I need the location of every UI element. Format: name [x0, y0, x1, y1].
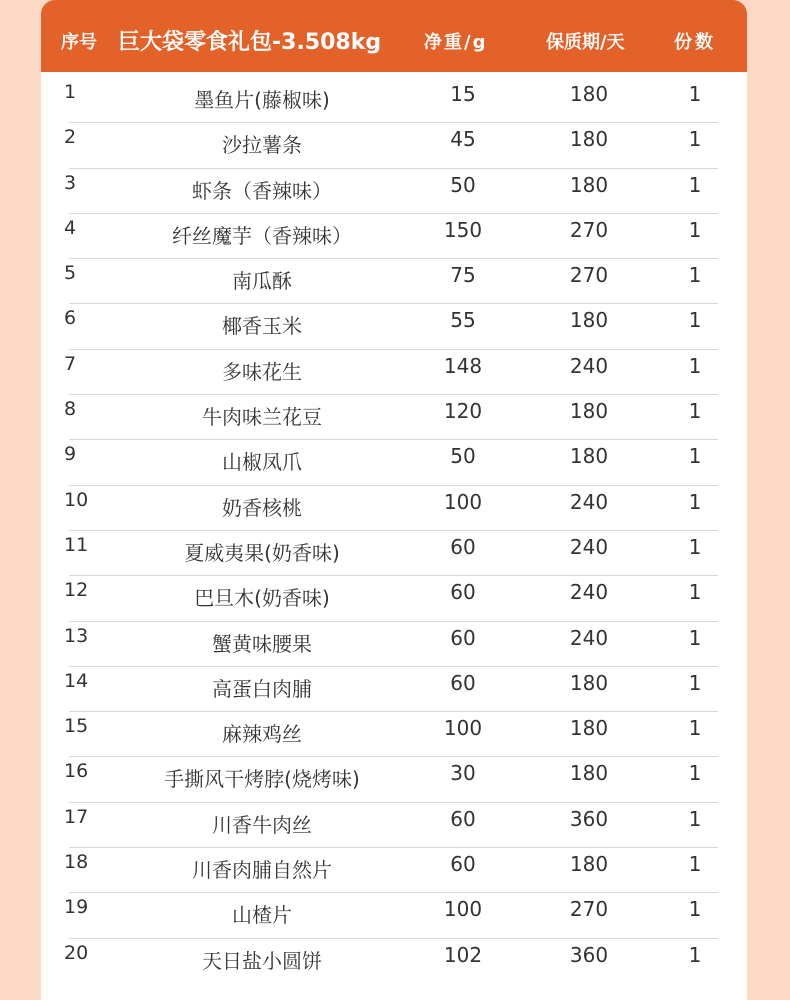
row-weight: 120 — [443, 399, 483, 424]
row-name: 纤丝魔芋（香辣味） — [172, 223, 352, 248]
row-shelf-life: 360 — [569, 942, 609, 967]
row-weight: 30 — [450, 761, 476, 786]
row-index: 18 — [64, 851, 89, 874]
row-quantity: 1 — [688, 444, 702, 469]
row-weight: 100 — [443, 489, 483, 514]
table-row — [41, 576, 747, 621]
row-weight: 100 — [443, 716, 483, 741]
row-weight: 75 — [450, 263, 476, 288]
row-shelf-life: 180 — [569, 399, 609, 424]
row-index: 20 — [64, 941, 89, 964]
table-row — [41, 893, 747, 938]
row-quantity: 1 — [688, 127, 702, 152]
table-header — [41, 0, 747, 72]
table-row — [41, 622, 747, 667]
row-shelf-life: 180 — [569, 852, 609, 877]
row-index: 5 — [64, 262, 77, 285]
row-weight: 100 — [443, 897, 483, 922]
row-index: 19 — [64, 896, 89, 919]
row-shelf-life: 240 — [569, 580, 609, 605]
row-index: 6 — [64, 307, 77, 330]
row-quantity: 1 — [688, 625, 702, 650]
row-quantity: 1 — [688, 852, 702, 877]
row-index: 7 — [64, 352, 77, 375]
row-weight: 150 — [443, 217, 483, 242]
row-name: 沙拉薯条 — [222, 133, 302, 158]
row-shelf-life: 180 — [569, 308, 609, 333]
row-index: 12 — [64, 579, 89, 602]
row-quantity: 1 — [688, 897, 702, 922]
table-row — [41, 214, 747, 259]
row-name: 高蛋白肉脯 — [212, 676, 312, 701]
row-name: 夏威夷果(奶香味) — [184, 540, 340, 565]
row-shelf-life: 240 — [569, 353, 609, 378]
row-shelf-life: 180 — [569, 716, 609, 741]
row-weight: 60 — [450, 580, 476, 605]
row-weight: 15 — [450, 82, 476, 106]
header-quantity: 份数 — [674, 32, 716, 53]
row-name: 山楂片 — [232, 903, 292, 928]
row-weight: 60 — [450, 806, 476, 831]
row-quantity: 1 — [688, 217, 702, 242]
row-shelf-life: 270 — [569, 263, 609, 288]
row-index: 4 — [64, 216, 77, 239]
header-shelf-life: 保质期/天 — [546, 32, 625, 53]
row-shelf-life: 180 — [569, 670, 609, 695]
header-weight: 净重/g — [424, 32, 488, 53]
row-weight: 60 — [450, 625, 476, 650]
row-name: 巴旦木(奶香味) — [194, 586, 330, 611]
table-row — [41, 259, 747, 304]
row-quantity: 1 — [688, 761, 702, 786]
row-index: 1 — [64, 81, 77, 103]
table-row — [41, 123, 747, 168]
row-index: 2 — [64, 126, 77, 149]
table-row — [41, 169, 747, 214]
row-index: 9 — [64, 443, 77, 466]
row-index: 14 — [64, 669, 89, 692]
row-shelf-life: 180 — [569, 127, 609, 152]
row-index: 10 — [64, 488, 89, 511]
row-weight: 45 — [450, 127, 476, 152]
table-row — [41, 848, 747, 893]
row-shelf-life: 240 — [569, 489, 609, 514]
table-row — [41, 757, 747, 802]
row-weight: 60 — [450, 852, 476, 877]
row-weight: 102 — [443, 942, 483, 967]
row-index: 16 — [64, 760, 89, 783]
row-name: 牛肉味兰花豆 — [202, 405, 322, 430]
row-shelf-life: 270 — [569, 217, 609, 242]
table-row — [41, 667, 747, 712]
row-name: 川香牛肉丝 — [212, 812, 312, 837]
row-name: 奶香核桃 — [222, 495, 302, 520]
row-index: 13 — [64, 624, 89, 647]
row-quantity: 1 — [688, 670, 702, 695]
row-quantity: 1 — [688, 353, 702, 378]
row-quantity: 1 — [688, 716, 702, 741]
row-weight: 55 — [450, 308, 476, 333]
row-name: 南瓜酥 — [232, 269, 292, 294]
row-name: 川香肉脯自然片 — [192, 858, 332, 883]
row-quantity: 1 — [688, 534, 702, 559]
row-quantity: 1 — [688, 489, 702, 514]
table-row — [41, 304, 747, 349]
row-weight: 148 — [443, 353, 483, 378]
row-index: 11 — [64, 533, 89, 556]
row-name: 山椒凤爪 — [222, 450, 302, 475]
row-quantity: 1 — [688, 263, 702, 288]
snack-pack-table — [41, 0, 747, 1000]
row-quantity: 1 — [688, 942, 702, 967]
row-shelf-life: 240 — [569, 534, 609, 559]
table-body — [41, 78, 747, 984]
table-row — [41, 395, 747, 440]
row-shelf-life: 360 — [569, 806, 609, 831]
row-quantity: 1 — [688, 806, 702, 831]
row-name: 天日盐小圆饼 — [202, 948, 322, 973]
row-index: 8 — [64, 398, 77, 421]
table-row — [41, 440, 747, 485]
row-shelf-life: 180 — [569, 82, 609, 106]
table-row — [41, 803, 747, 848]
table-row — [41, 939, 747, 984]
row-weight: 60 — [450, 670, 476, 695]
row-name: 手撕风干烤脖(烧烤味) — [164, 767, 360, 792]
row-quantity: 1 — [688, 308, 702, 333]
table-row — [41, 531, 747, 576]
row-quantity: 1 — [688, 82, 702, 106]
row-name: 椰香玉米 — [222, 314, 302, 339]
row-name: 墨鱼片(藤椒味) — [194, 88, 330, 112]
row-name: 麻辣鸡丝 — [222, 722, 302, 747]
table-row — [41, 486, 747, 531]
row-shelf-life: 180 — [569, 172, 609, 197]
header-index: 序号 — [61, 32, 97, 53]
row-index: 3 — [64, 171, 77, 194]
row-weight: 50 — [450, 172, 476, 197]
row-shelf-life: 180 — [569, 761, 609, 786]
row-index: 15 — [64, 715, 89, 738]
row-shelf-life: 270 — [569, 897, 609, 922]
table-row — [41, 350, 747, 395]
table-row — [41, 712, 747, 757]
row-quantity: 1 — [688, 399, 702, 424]
row-shelf-life: 240 — [569, 625, 609, 650]
row-name: 虾条（香辣味） — [192, 178, 332, 203]
row-quantity: 1 — [688, 172, 702, 197]
row-weight: 60 — [450, 534, 476, 559]
row-weight: 50 — [450, 444, 476, 469]
row-name: 蟹黄味腰果 — [212, 631, 312, 656]
row-shelf-life: 180 — [569, 444, 609, 469]
row-name: 多味花生 — [222, 359, 302, 384]
row-quantity: 1 — [688, 580, 702, 605]
header-title: 巨大袋零食礼包-3.508kg — [118, 30, 382, 55]
table-row — [41, 78, 747, 123]
row-index: 17 — [64, 805, 89, 828]
